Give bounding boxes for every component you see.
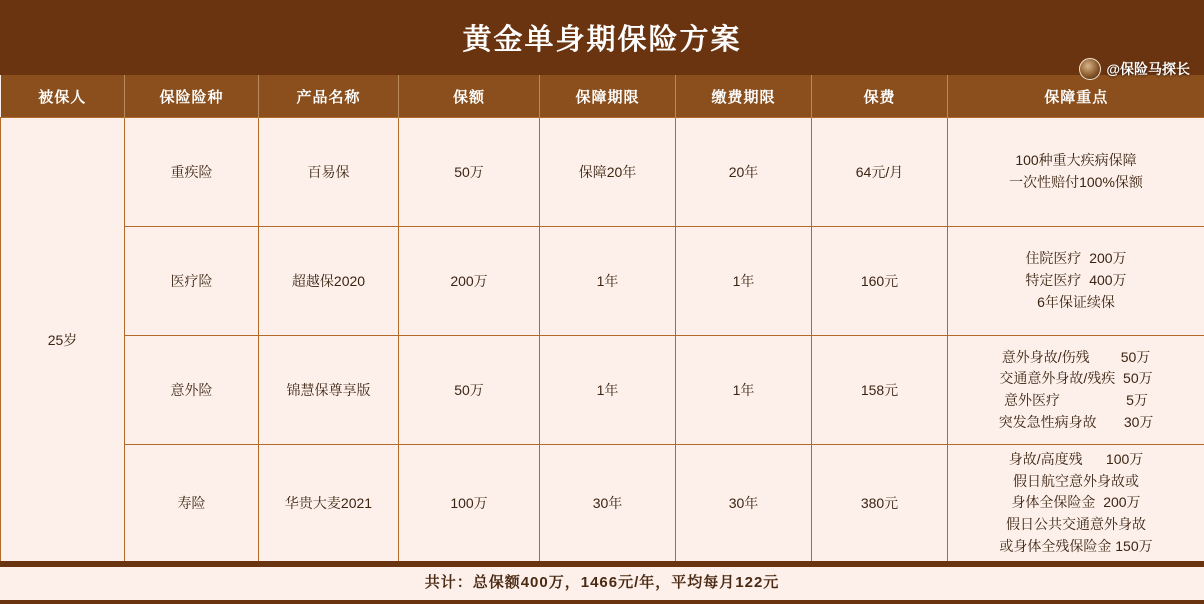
cell-focus bbox=[948, 336, 1204, 445]
cell-amount: 200万 bbox=[399, 227, 540, 336]
column-header-insured: 被保人 bbox=[1, 75, 125, 118]
focus-line: 假日公共交通意外身故 bbox=[958, 514, 1194, 536]
cell-term: 1年 bbox=[540, 227, 676, 336]
column-header-pay: 缴费期限 bbox=[676, 75, 812, 118]
cell-product: 百易保 bbox=[259, 118, 399, 227]
cell-premium: 158元 bbox=[812, 336, 948, 445]
column-header-product: 产品名称 bbox=[259, 75, 399, 118]
table-header-row bbox=[1, 75, 1204, 118]
focus-line: 意外医疗 5万 bbox=[958, 390, 1194, 412]
cell-focus bbox=[948, 445, 1204, 562]
cell-term: 保障20年 bbox=[540, 118, 676, 227]
cell-premium: 380元 bbox=[812, 445, 948, 562]
summary-footer bbox=[0, 562, 1204, 604]
cell-type: 意外险 bbox=[125, 336, 259, 445]
cell-type: 寿险 bbox=[125, 445, 259, 562]
cell-pay: 1年 bbox=[676, 227, 812, 336]
focus-line: 突发急性病身故 30万 bbox=[958, 412, 1194, 434]
focus-line: 一次性赔付100%保额 bbox=[958, 172, 1194, 194]
focus-line: 6年保证续保 bbox=[958, 292, 1194, 314]
page-title: 黄金单身期保险方案 bbox=[462, 17, 741, 58]
cell-insured: 25岁 bbox=[1, 118, 125, 562]
summary-text: 共计：总保额400万，1466元/年，平均每月122元 bbox=[425, 571, 780, 592]
cell-pay: 20年 bbox=[676, 118, 812, 227]
focus-line: 特定医疗 400万 bbox=[958, 270, 1194, 292]
cell-product: 锦慧保尊享版 bbox=[259, 336, 399, 445]
focus-line: 身故/高度残 100万 bbox=[958, 449, 1194, 471]
table-row bbox=[1, 336, 1204, 445]
column-header-premium: 保费 bbox=[812, 75, 948, 118]
credit-watermark bbox=[1079, 58, 1190, 80]
plan-table bbox=[0, 75, 1204, 562]
table-row bbox=[1, 227, 1204, 336]
cell-term: 1年 bbox=[540, 336, 676, 445]
cell-amount: 50万 bbox=[399, 336, 540, 445]
cell-premium: 64元/月 bbox=[812, 118, 948, 227]
cell-type: 重疾险 bbox=[125, 118, 259, 227]
focus-line: 意外身故/伤残 50万 bbox=[958, 347, 1194, 369]
focus-line: 住院医疗 200万 bbox=[958, 248, 1194, 270]
cell-term: 30年 bbox=[540, 445, 676, 562]
cell-pay: 30年 bbox=[676, 445, 812, 562]
user-avatar-icon bbox=[1079, 58, 1101, 80]
cell-focus bbox=[948, 118, 1204, 227]
cell-focus bbox=[948, 227, 1204, 336]
focus-line: 身体全保险金 200万 bbox=[958, 492, 1194, 514]
cell-amount: 50万 bbox=[399, 118, 540, 227]
focus-line: 假日航空意外身故或 bbox=[958, 471, 1194, 493]
column-header-amount: 保额 bbox=[399, 75, 540, 118]
cell-type: 医疗险 bbox=[125, 227, 259, 336]
focus-line: 或身体全残保险金 150万 bbox=[958, 536, 1194, 558]
column-header-term: 保障期限 bbox=[540, 75, 676, 118]
cell-product: 华贵大麦2021 bbox=[259, 445, 399, 562]
cell-amount: 100万 bbox=[399, 445, 540, 562]
focus-line: 交通意外身故/残疾 50万 bbox=[958, 368, 1194, 390]
title-bar bbox=[0, 0, 1204, 75]
table-row bbox=[1, 118, 1204, 227]
column-header-type: 保险险种 bbox=[125, 75, 259, 118]
bottom-edge-bar bbox=[0, 561, 1204, 567]
credit-handle: @保险马探长 bbox=[1106, 59, 1190, 79]
focus-line: 100种重大疾病保障 bbox=[958, 150, 1194, 172]
cell-premium: 160元 bbox=[812, 227, 948, 336]
cell-product: 超越保2020 bbox=[259, 227, 399, 336]
cell-pay: 1年 bbox=[676, 336, 812, 445]
table-row bbox=[1, 445, 1204, 562]
column-header-focus: 保障重点 bbox=[948, 75, 1204, 118]
